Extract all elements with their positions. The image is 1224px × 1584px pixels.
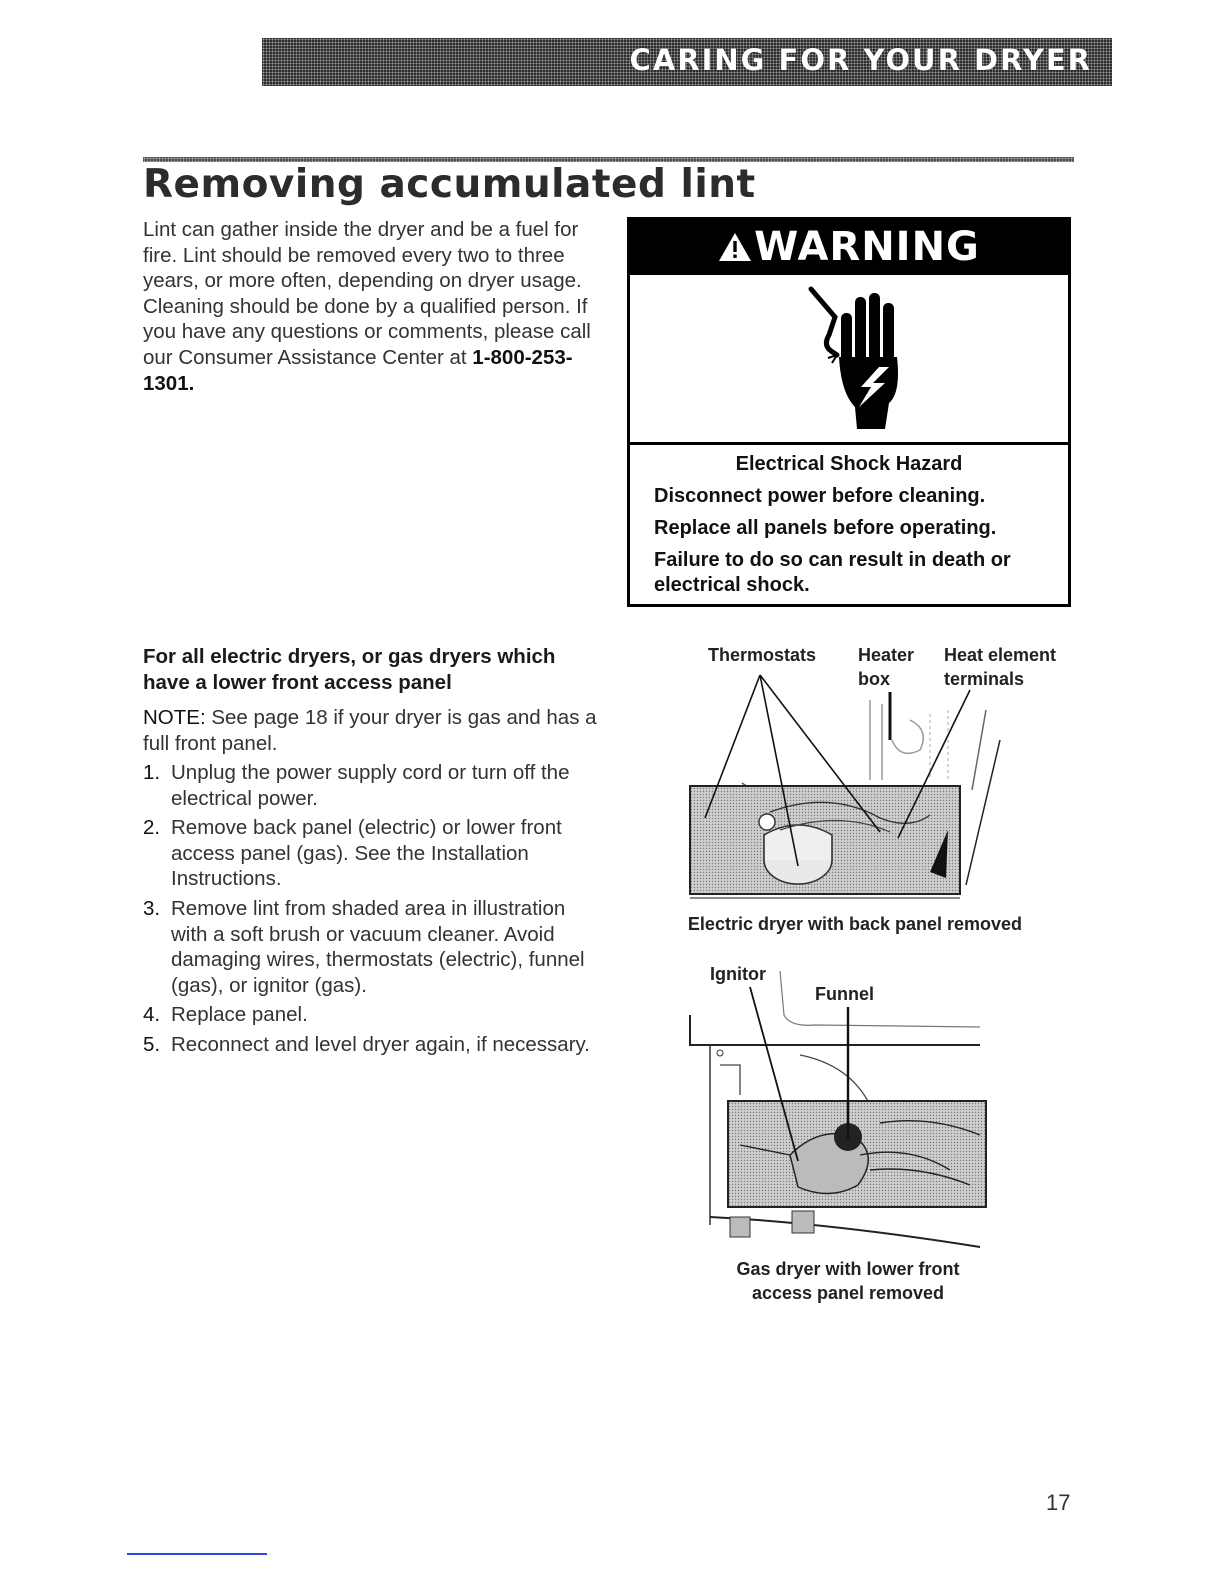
list-item bbox=[143, 896, 603, 998]
list-item bbox=[143, 1032, 603, 1058]
gas-dryer-figure bbox=[680, 955, 1000, 1315]
phone-suffix: . bbox=[188, 371, 195, 395]
page-number: 17 bbox=[1046, 1490, 1071, 1515]
heat-element-label-2: terminals bbox=[944, 669, 1025, 689]
step-text: Replace panel. bbox=[171, 1003, 308, 1027]
warning-line: Failure to do so can result in death or electrical shock. bbox=[654, 549, 1011, 596]
warning-box bbox=[627, 217, 1071, 607]
step-text: Remove back panel (electric) or lower front access panel (gas). See the Installation Instructions. bbox=[171, 816, 562, 891]
list-item bbox=[143, 760, 603, 811]
banner-title: CARING FOR YOUR DRYER bbox=[629, 43, 1092, 77]
warning-text bbox=[630, 445, 1068, 598]
warning-line: Disconnect power before cleaning. bbox=[654, 485, 986, 507]
gas-figure-caption-1: Gas dryer with lower front bbox=[736, 1259, 960, 1279]
step-text: Reconnect and level dryer again, if necessary. bbox=[171, 1032, 590, 1056]
list-item bbox=[143, 1002, 603, 1028]
footnote-rule bbox=[127, 1553, 267, 1555]
note-paragraph bbox=[143, 705, 603, 756]
step-number: 4. bbox=[143, 1003, 161, 1027]
ignitor-label: Ignitor bbox=[710, 964, 766, 984]
heater-box-label-2: box bbox=[858, 669, 891, 689]
warning-icon-area bbox=[630, 275, 1068, 445]
intro-paragraph bbox=[143, 217, 603, 396]
funnel-label: Funnel bbox=[815, 984, 874, 1004]
section-title: Removing accumulated lint bbox=[143, 162, 756, 207]
step-number: 1. bbox=[143, 761, 161, 784]
note-text: See page 18 if your dryer is gas and has a full front panel. bbox=[143, 706, 597, 755]
gas-figure-caption-2: access panel removed bbox=[751, 1283, 945, 1303]
intro-text: Lint can gather inside the dryer and be a fuel for fire. Lint should be removed every two to three years, or more often, depending on dryer usage. Cleaning should be done by a qualified person. If you have any questions or comments, please call our Consumer Assistance Center at bbox=[143, 218, 591, 369]
step-number: 2. bbox=[143, 816, 161, 840]
step-text: Unplug the power supply cord or turn off the electrical power. bbox=[171, 761, 570, 810]
electric-dryer-illustration bbox=[630, 640, 1080, 910]
electric-figure-caption: Electric dryer with back panel removed bbox=[687, 914, 1023, 934]
steps-list bbox=[143, 760, 603, 1062]
list-item bbox=[143, 815, 603, 892]
gas-dryer-illustration bbox=[680, 955, 1000, 1265]
step-number: 3. bbox=[143, 896, 161, 920]
note-label: NOTE: bbox=[143, 706, 206, 729]
instructions-subheading: For all electric dryers, or gas dryers which have a lower front access panel bbox=[143, 645, 556, 694]
thermostats-label: Thermostats bbox=[708, 645, 817, 665]
electrical-shock-hand-icon bbox=[805, 283, 915, 433]
step-text: Remove lint from shaded area in illustration with a soft brush or vacuum cleaner. Avoid damaging wires, thermostats (electric), funnel (gas), or ignitor (gas). bbox=[171, 896, 585, 997]
warning-line: Replace all panels before operating. bbox=[654, 517, 997, 539]
hazard-title: Electrical Shock Hazard bbox=[735, 453, 963, 475]
header-banner bbox=[262, 38, 1112, 86]
warning-header bbox=[630, 220, 1068, 275]
electric-dryer-figure bbox=[630, 640, 1080, 940]
heat-element-label-1: Heat element bbox=[944, 645, 1057, 665]
warning-heading: WARNING bbox=[754, 224, 980, 270]
heater-box-label-1: Heater bbox=[858, 645, 915, 665]
alert-triangle-icon bbox=[718, 231, 752, 263]
step-number: 5. bbox=[143, 1032, 161, 1056]
phone-number: 1-800-253-1301 bbox=[143, 345, 573, 395]
